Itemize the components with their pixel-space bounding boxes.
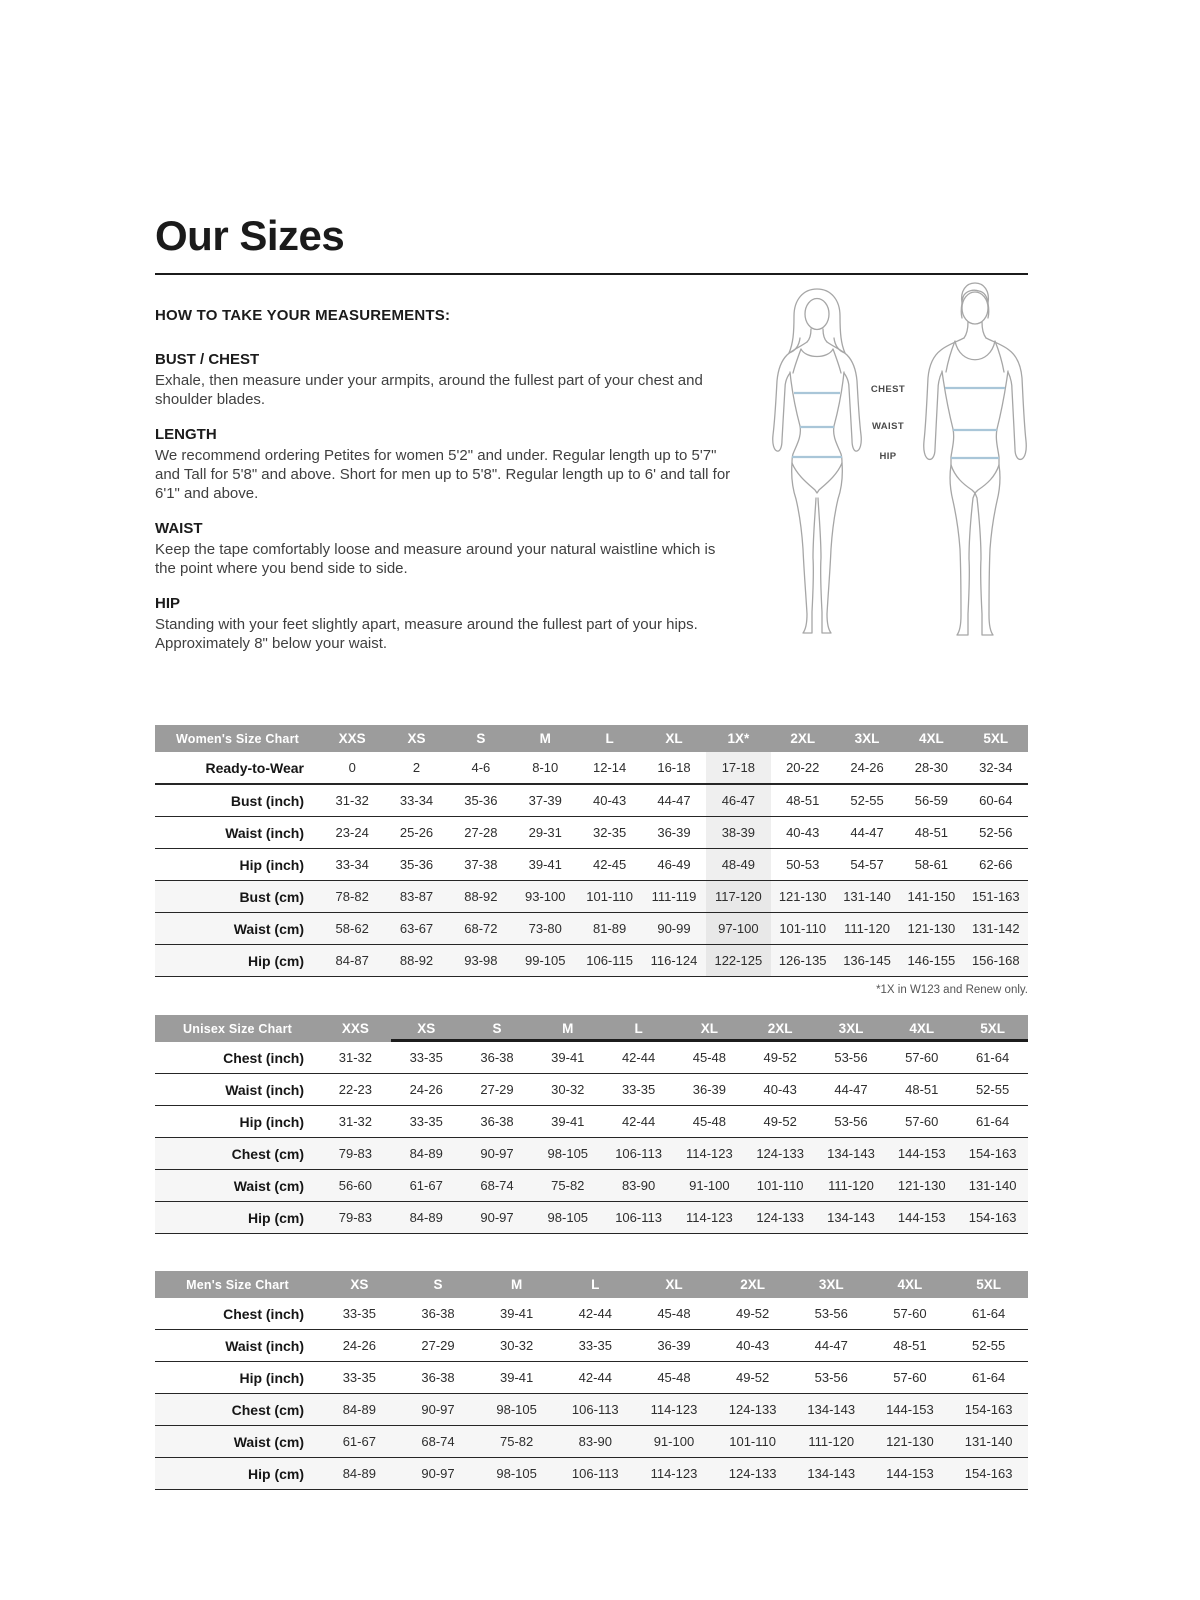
size-cell: 93-98: [449, 945, 513, 977]
size-cell: 84-89: [320, 1458, 399, 1490]
size-cell: 90-97: [399, 1394, 478, 1426]
size-cell: 39-41: [477, 1362, 556, 1394]
size-cell: 61-67: [320, 1426, 399, 1458]
row-label: Chest (inch): [223, 1049, 304, 1066]
size-cell: 84-89: [320, 1394, 399, 1426]
size-cell: 2: [412, 760, 421, 775]
size-column-header: XL: [674, 1015, 745, 1042]
waist-label: WAIST: [871, 421, 905, 432]
size-row: [155, 1298, 1028, 1330]
size-cell: 122-125: [706, 945, 770, 977]
size-cell: 154-163: [949, 1458, 1028, 1490]
size-cell: 106-113: [603, 1202, 674, 1234]
size-cell: 29-31: [513, 817, 577, 849]
size-cell: 97-100: [706, 913, 770, 945]
size-row: [155, 1042, 1028, 1074]
unisex-size-table: [155, 1015, 1028, 1234]
size-cell: 53-56: [816, 1106, 887, 1138]
size-cell: 46-47: [706, 784, 770, 817]
size-cell: 42-44: [578, 1306, 612, 1321]
size-cell: 98-105: [532, 1202, 603, 1234]
size-cell: 114-123: [674, 1202, 745, 1234]
size-cell: 44-47: [816, 1074, 887, 1106]
size-cell: 56-59: [899, 784, 963, 817]
size-row: [155, 1330, 1028, 1362]
table-title: Men's Size Chart: [155, 1271, 320, 1298]
size-cell: 61-64: [972, 1306, 1006, 1321]
section-heading: BUST / CHEST: [155, 351, 260, 368]
size-cell: 42-44: [621, 1050, 656, 1065]
size-cell: 53-56: [814, 1306, 848, 1321]
size-cell: 56-60: [320, 1170, 391, 1202]
size-cell: 134-143: [792, 1458, 871, 1490]
section-body: Keep the tape comfortably loose and measure around your natural waistline which is the point where you bend side to side.: [155, 541, 716, 577]
size-row: [155, 1202, 1028, 1234]
size-cell: 40-43: [713, 1330, 792, 1362]
size-row: [155, 1170, 1028, 1202]
size-cell: 57-60: [871, 1362, 950, 1394]
womens-size-table: [155, 725, 1028, 977]
size-cell: 114-123: [635, 1394, 714, 1426]
size-cell: 58-62: [320, 913, 384, 945]
size-cell: 54-57: [835, 849, 899, 881]
size-cell: 36-39: [674, 1074, 745, 1106]
row-label: Waist (cm): [155, 1426, 320, 1458]
size-cell: 131-140: [835, 881, 899, 913]
size-cell: 124-133: [745, 1202, 816, 1234]
size-column-header: 5XL: [964, 725, 1028, 752]
size-cell: 83-90: [603, 1170, 674, 1202]
size-cell: 117-120: [706, 881, 770, 913]
size-cell: 121-130: [771, 881, 835, 913]
size-cell: 45-48: [674, 1106, 745, 1138]
size-cell: 27-28: [449, 817, 513, 849]
size-cell: 52-55: [949, 1330, 1028, 1362]
size-cell: 33-34: [384, 784, 448, 817]
size-cell: 75-82: [532, 1170, 603, 1202]
size-cell: 33-35: [603, 1074, 674, 1106]
size-column-header: L: [556, 1271, 635, 1298]
size-cell: 57-60: [893, 1306, 927, 1321]
row-label: Waist (inch): [155, 1074, 320, 1106]
size-row: [155, 913, 1028, 945]
size-cell: 111-120: [792, 1426, 871, 1458]
row-label: Hip (cm): [155, 1202, 320, 1234]
size-row: [155, 881, 1028, 913]
male-figure-illustration: [915, 281, 1035, 641]
size-cell: 27-29: [399, 1330, 478, 1362]
size-cell: 81-89: [577, 913, 641, 945]
size-column-header: 2XL: [771, 725, 835, 752]
size-cell: 25-26: [384, 817, 448, 849]
size-cell: 58-61: [899, 849, 963, 881]
size-column-header: 3XL: [816, 1015, 887, 1042]
size-cell: 141-150: [899, 881, 963, 913]
size-column-header: S: [399, 1271, 478, 1298]
size-cell: 39-41: [551, 1050, 585, 1065]
size-row: [155, 1074, 1028, 1106]
mens-size-table: [155, 1271, 1028, 1490]
size-row: [155, 752, 1028, 784]
size-cell: 31-32: [320, 1106, 391, 1138]
size-cell: 35-36: [449, 784, 513, 817]
section-heading: LENGTH: [155, 426, 217, 443]
section-body: We recommend ordering Petites for women 5'2" and under. Regular length up to 5'7" and Tall for 5'8" and above. Short for men up to 5'8". Regular length up to 6' and tall for 6'1" and above.: [155, 447, 731, 502]
size-cell: 106-113: [556, 1394, 635, 1426]
size-cell: 45-48: [635, 1362, 714, 1394]
size-column-header: XS: [320, 1271, 399, 1298]
size-column-header: 4XL: [886, 1015, 957, 1042]
size-row: [155, 784, 1028, 817]
size-cell: 154-163: [957, 1202, 1028, 1234]
size-cell: 44-47: [792, 1330, 871, 1362]
size-cell: 39-41: [500, 1306, 534, 1321]
size-cell: 36-38: [399, 1362, 478, 1394]
size-cell: 32-35: [577, 817, 641, 849]
size-cell: 106-113: [603, 1138, 674, 1170]
size-cell: 33-35: [391, 1106, 462, 1138]
size-cell: 111-119: [642, 881, 706, 913]
size-cell: 48-51: [899, 817, 963, 849]
size-cell: 42-44: [603, 1106, 674, 1138]
size-cell: 121-130: [886, 1170, 957, 1202]
size-column-header: L: [603, 1015, 674, 1042]
size-cell: 40-43: [771, 817, 835, 849]
size-cell: 12-14: [592, 760, 627, 775]
size-cell: 101-110: [577, 881, 641, 913]
size-cell: 16-18: [657, 760, 691, 775]
size-column-header: 1X*: [706, 725, 770, 752]
size-cell: 93-100: [513, 881, 577, 913]
hip-label: HIP: [879, 451, 897, 462]
size-cell: 83-87: [384, 881, 448, 913]
size-cell: 33-35: [409, 1050, 443, 1065]
size-cell: 38-39: [706, 817, 770, 849]
size-cell: 151-163: [964, 881, 1028, 913]
size-cell: 36-39: [642, 817, 706, 849]
size-column-header: L: [577, 725, 641, 752]
row-label: Waist (inch): [155, 1330, 320, 1362]
size-cell: 30-32: [477, 1330, 556, 1362]
size-cell: 35-36: [384, 849, 448, 881]
size-cell: 101-110: [745, 1170, 816, 1202]
size-cell: 144-153: [871, 1458, 950, 1490]
size-cell: 124-133: [713, 1394, 792, 1426]
size-cell: 83-90: [556, 1426, 635, 1458]
size-cell: 33-35: [556, 1330, 635, 1362]
size-cell: 88-92: [384, 945, 448, 977]
size-cell: 121-130: [899, 913, 963, 945]
size-cell: 39-41: [513, 849, 577, 881]
size-cell: 68-74: [399, 1426, 478, 1458]
size-cell: 79-83: [320, 1202, 391, 1234]
size-row: [155, 1362, 1028, 1394]
row-label: Bust (inch): [155, 784, 320, 817]
size-column-header: 3XL: [792, 1271, 871, 1298]
size-cell: 49-52: [735, 1306, 770, 1321]
size-cell: 84-87: [320, 945, 384, 977]
size-cell: 61-64: [957, 1106, 1028, 1138]
size-row: [155, 849, 1028, 881]
size-cell: 53-56: [792, 1362, 871, 1394]
row-label: Chest (cm): [155, 1394, 320, 1426]
size-cell: 46-49: [642, 849, 706, 881]
size-cell: 90-97: [399, 1458, 478, 1490]
size-cell: 49-52: [763, 1050, 797, 1065]
size-cell: 111-120: [816, 1170, 887, 1202]
size-cell: 156-168: [964, 945, 1028, 977]
size-cell: 62-66: [964, 849, 1028, 881]
size-cell: 90-97: [462, 1202, 533, 1234]
size-cell: 44-47: [642, 784, 706, 817]
row-label: Hip (cm): [155, 945, 320, 977]
main-content: [155, 0, 1028, 1490]
size-cell: 23-24: [320, 817, 384, 849]
size-cell: 63-67: [384, 913, 448, 945]
size-cell: 114-123: [674, 1138, 745, 1170]
size-row: [155, 945, 1028, 977]
size-cell: 78-82: [320, 881, 384, 913]
size-cell: 27-29: [462, 1074, 533, 1106]
size-cell: 98-105: [532, 1138, 603, 1170]
row-label: Hip (inch): [155, 849, 320, 881]
size-cell: 131-140: [957, 1170, 1028, 1202]
size-column-header: XXS: [320, 1015, 391, 1042]
size-cell: 37-38: [449, 849, 513, 881]
size-column-header: 5XL: [949, 1271, 1028, 1298]
size-cell: 116-124: [642, 945, 706, 977]
row-label: Bust (cm): [155, 881, 320, 913]
size-column-header: 3XL: [835, 725, 899, 752]
size-cell: 61-64: [949, 1362, 1028, 1394]
size-cell: 24-26: [391, 1074, 462, 1106]
chest-label: CHEST: [870, 384, 906, 395]
size-chart-footnote: *1X in W123 and Renew only.: [876, 984, 1028, 996]
size-cell: 61-67: [391, 1170, 462, 1202]
size-cell: 91-100: [674, 1170, 745, 1202]
size-cell: 40-43: [745, 1074, 816, 1106]
row-label: Waist (cm): [155, 1170, 320, 1202]
size-cell: 40-43: [577, 784, 641, 817]
size-cell: 17-18: [706, 752, 770, 784]
size-cell: 84-89: [391, 1138, 462, 1170]
size-cell: 98-105: [477, 1394, 556, 1426]
size-column-header: M: [532, 1015, 603, 1042]
size-cell: 90-99: [642, 913, 706, 945]
section-body: Standing with your feet slightly apart, measure around the fullest part of your hips. Approximately 8" below your waist.: [155, 616, 698, 652]
size-cell: 124-133: [713, 1458, 792, 1490]
how-to-heading: HOW TO TAKE YOUR MEASUREMENTS:: [155, 307, 451, 324]
size-cell: 49-52: [713, 1362, 792, 1394]
size-column-header: M: [513, 725, 577, 752]
section-heading: HIP: [155, 595, 181, 612]
size-column-header: 4XL: [899, 725, 963, 752]
size-cell: 144-153: [886, 1138, 957, 1170]
size-cell: 90-97: [462, 1138, 533, 1170]
size-cell: 136-145: [835, 945, 899, 977]
size-cell: 49-52: [745, 1106, 816, 1138]
size-cell: 61-64: [975, 1050, 1010, 1065]
size-column-header: XXS: [320, 725, 384, 752]
row-label: Waist (cm): [155, 913, 320, 945]
size-cell: 36-38: [421, 1306, 455, 1321]
size-cell: 91-100: [635, 1426, 714, 1458]
size-cell: 154-163: [957, 1138, 1028, 1170]
size-cell: 24-26: [850, 760, 884, 775]
size-cell: 84-89: [391, 1202, 462, 1234]
size-cell: 57-60: [905, 1050, 939, 1065]
size-column-header: 2XL: [713, 1271, 792, 1298]
size-cell: 106-115: [577, 945, 641, 977]
size-cell: 33-35: [342, 1306, 376, 1321]
size-cell: 52-55: [957, 1074, 1028, 1106]
size-cell: 131-140: [949, 1426, 1028, 1458]
size-cell: 48-51: [871, 1330, 950, 1362]
size-cell: 79-83: [320, 1138, 391, 1170]
size-cell: 126-135: [771, 945, 835, 977]
size-cell: 42-44: [556, 1362, 635, 1394]
page-title: Our Sizes: [155, 212, 345, 259]
size-cell: 20-22: [786, 760, 820, 775]
size-cell: 73-80: [513, 913, 577, 945]
size-cell: 144-153: [871, 1394, 950, 1426]
size-cell: 52-56: [964, 817, 1028, 849]
row-label: Chest (cm): [155, 1138, 320, 1170]
row-label: Hip (inch): [155, 1362, 320, 1394]
size-cell: 101-110: [713, 1426, 792, 1458]
size-cell: 134-143: [816, 1138, 887, 1170]
size-row: [155, 1138, 1028, 1170]
size-column-header: XL: [642, 725, 706, 752]
size-cell: 121-130: [871, 1426, 950, 1458]
size-cell: 48-49: [706, 849, 770, 881]
size-cell: 88-92: [449, 881, 513, 913]
size-cell: 131-142: [964, 913, 1028, 945]
size-cell: 44-47: [835, 817, 899, 849]
section-heading: WAIST: [155, 520, 203, 537]
size-cell: 36-38: [462, 1106, 533, 1138]
size-column-header: 4XL: [871, 1271, 950, 1298]
size-cell: 30-32: [532, 1074, 603, 1106]
size-cell: 36-39: [635, 1330, 714, 1362]
size-column-header: M: [477, 1271, 556, 1298]
size-cell: 68-72: [449, 913, 513, 945]
size-cell: 134-143: [816, 1202, 887, 1234]
size-column-header: XS: [384, 725, 448, 752]
size-cell: 101-110: [771, 913, 835, 945]
size-cell: 52-55: [835, 784, 899, 817]
size-cell: 146-155: [899, 945, 963, 977]
row-label: Chest (inch): [223, 1305, 304, 1322]
table-title: Women's Size Chart: [155, 725, 320, 752]
size-cell: 60-64: [964, 784, 1028, 817]
size-cell: 37-39: [513, 784, 577, 817]
size-cell: 33-34: [320, 849, 384, 881]
row-label: Ready-to-Wear: [205, 759, 304, 776]
size-cell: 33-35: [320, 1362, 399, 1394]
size-cell: 124-133: [745, 1138, 816, 1170]
size-cell: 75-82: [477, 1426, 556, 1458]
size-cell: 134-143: [792, 1394, 871, 1426]
size-cell: 114-123: [635, 1458, 714, 1490]
size-column-header: S: [462, 1015, 533, 1042]
row-label: Hip (cm): [155, 1458, 320, 1490]
size-cell: 144-153: [886, 1202, 957, 1234]
size-cell: 57-60: [886, 1106, 957, 1138]
size-cell: 68-74: [462, 1170, 533, 1202]
size-column-header: 5XL: [957, 1015, 1028, 1042]
size-cell: 99-105: [513, 945, 577, 977]
size-cell: 48-51: [886, 1074, 957, 1106]
row-label: Waist (inch): [155, 817, 320, 849]
size-cell: 36-38: [480, 1050, 514, 1065]
table-title: Unisex Size Chart: [155, 1015, 320, 1042]
size-cell: 53-56: [834, 1050, 868, 1065]
size-cell: 111-120: [835, 913, 899, 945]
size-row: [155, 817, 1028, 849]
size-cell: 50-53: [771, 849, 835, 881]
row-label: Hip (inch): [155, 1106, 320, 1138]
size-cell: 39-41: [532, 1106, 603, 1138]
size-cell: 45-48: [657, 1306, 691, 1321]
size-cell: 22-23: [320, 1074, 391, 1106]
size-cell: 31-32: [320, 784, 384, 817]
size-row: [155, 1458, 1028, 1490]
size-cell: 42-45: [577, 849, 641, 881]
size-column-header: S: [449, 725, 513, 752]
size-row: [155, 1106, 1028, 1138]
size-row: [155, 1394, 1028, 1426]
size-cell: 4-6: [471, 760, 491, 775]
size-cell: 45-48: [692, 1050, 726, 1065]
section-body: Exhale, then measure under your armpits, around the fullest part of your chest and shoulder blades.: [155, 372, 703, 408]
size-column-header: XL: [635, 1271, 714, 1298]
size-cell: 48-51: [771, 784, 835, 817]
title-divider: [155, 273, 1028, 275]
size-cell: 24-26: [320, 1330, 399, 1362]
size-cell: 32-34: [979, 760, 1013, 775]
size-cell: 8-10: [532, 760, 559, 775]
size-cell: 28-30: [914, 760, 949, 775]
size-cell: 98-105: [477, 1458, 556, 1490]
size-cell: 154-163: [949, 1394, 1028, 1426]
size-column-header: XS: [391, 1015, 462, 1042]
female-figure-illustration: [765, 286, 870, 636]
size-cell: 0: [348, 760, 356, 775]
size-row: [155, 1426, 1028, 1458]
measurement-figures: [760, 281, 1040, 646]
size-cell: 31-32: [338, 1050, 373, 1065]
size-column-header: 2XL: [745, 1015, 816, 1042]
size-cell: 106-113: [556, 1458, 635, 1490]
